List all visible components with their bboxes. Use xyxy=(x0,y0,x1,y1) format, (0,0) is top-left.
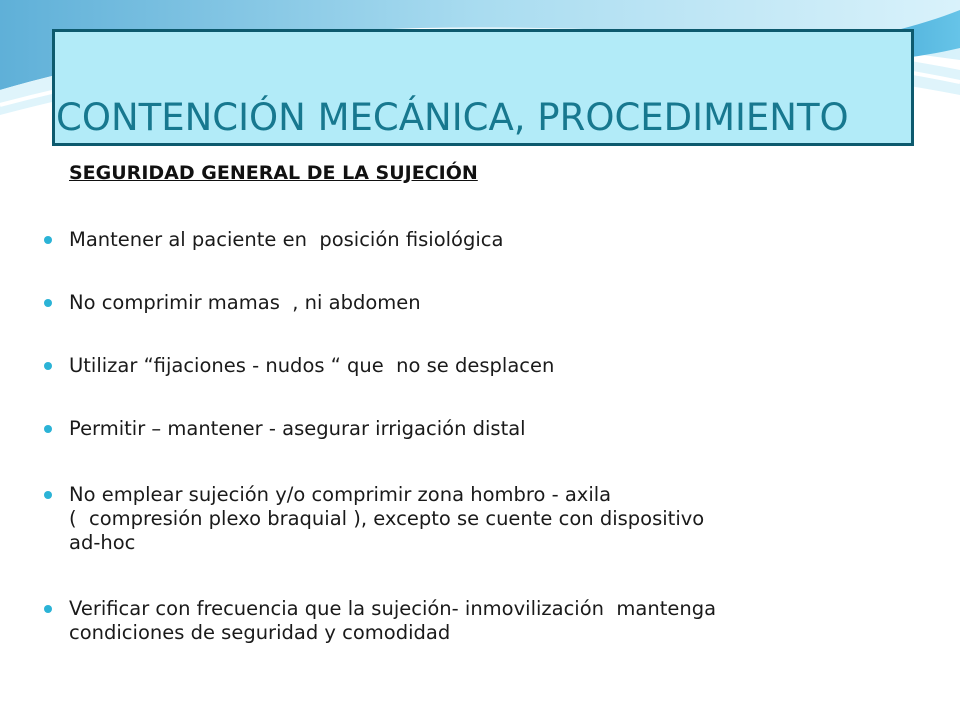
bullet-item xyxy=(69,354,929,378)
bullet-dot-icon xyxy=(44,425,52,433)
bullet-text-line: No emplear sujeción y/o comprimir zona hombro - axila xyxy=(69,483,612,506)
bullet-item xyxy=(69,483,929,555)
bullet-text: No comprimir mamas , ni abdomen xyxy=(69,291,421,314)
bullet-dot-icon xyxy=(44,605,52,613)
bullet-text-line: Verificar con frecuencia que la sujeción- inmovilización mantenga xyxy=(69,597,717,620)
bullet-text: Utilizar “fijaciones - nudos “ que no se desplacen xyxy=(69,354,555,377)
bullet-dot-icon xyxy=(44,362,52,370)
section-subtitle: SEGURIDAD GENERAL DE LA SUJECIÓN xyxy=(69,162,478,184)
bullet-text-line: ad-hoc xyxy=(69,531,136,554)
bullet-dot-icon xyxy=(44,491,52,499)
bullet-item xyxy=(69,417,929,441)
bullet-text: Permitir – mantener - asegurar irrigación distal xyxy=(69,417,526,440)
bullet-dot-icon xyxy=(44,299,52,307)
slide-title: CONTENCIÓN MECÁNICA, PROCEDIMIENTO xyxy=(56,96,849,139)
bullet-text-line: condiciones de seguridad y comodidad xyxy=(69,621,451,644)
bullet-item xyxy=(69,291,929,315)
bullet-text: Mantener al paciente en posición fisiológica xyxy=(69,228,504,251)
bullet-text-line: ( compresión plexo braquial ), excepto se cuente con dispositivo xyxy=(69,507,705,530)
bullet-item xyxy=(69,597,929,645)
bullet-item xyxy=(69,228,929,252)
bullet-dot-icon xyxy=(44,236,52,244)
